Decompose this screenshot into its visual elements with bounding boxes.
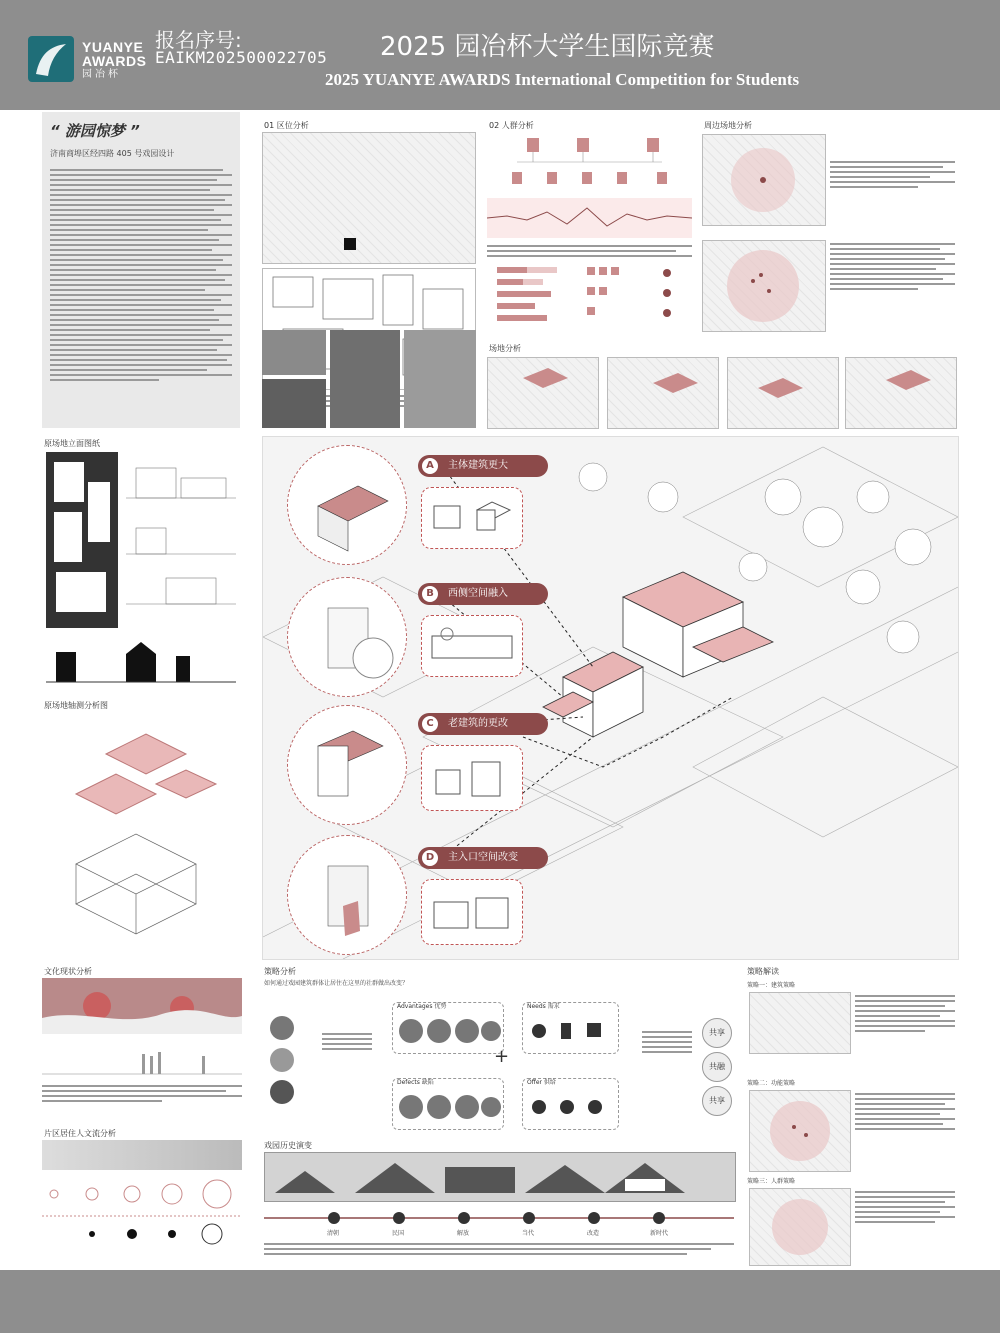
timeline-label-5: 改造 bbox=[587, 1230, 600, 1237]
strategy-3-text bbox=[855, 1188, 955, 1226]
site-map bbox=[262, 132, 476, 264]
offer-box bbox=[522, 1078, 619, 1130]
intro-body-text bbox=[50, 166, 232, 384]
strategy-right-text bbox=[642, 1028, 692, 1056]
callout-a-label: 主体建筑更大 bbox=[448, 460, 508, 471]
strategy-1-label: 策略一：建筑策略 bbox=[747, 982, 796, 989]
detail-bubble-d bbox=[287, 835, 407, 955]
needs-label: Needs 需求 bbox=[527, 1003, 560, 1010]
callout-d-sketch bbox=[421, 879, 523, 945]
callout-c-letter: C bbox=[422, 716, 438, 732]
defects-label: Defects 缺陷 bbox=[397, 1079, 434, 1086]
callout-d bbox=[418, 847, 548, 869]
culture-title: 文化现状分析 bbox=[44, 967, 92, 976]
callout-a bbox=[418, 455, 548, 477]
logo-text bbox=[82, 40, 146, 82]
callout-d-letter: D bbox=[422, 850, 438, 866]
strategy-question: 如何通过戏园建筑群体让居住在这里的社群做出改变？ bbox=[264, 980, 409, 987]
callout-b bbox=[418, 583, 548, 605]
strategy-title: 策略分析 bbox=[264, 967, 296, 976]
location-photos bbox=[262, 330, 477, 430]
strategy-photo-1 bbox=[270, 1016, 294, 1040]
timeline-label-3: 解放 bbox=[457, 1230, 470, 1237]
crowd-legend bbox=[587, 263, 682, 333]
crowd-title: 02 人群分析 bbox=[489, 121, 534, 130]
callout-c-label: 老建筑的更改 bbox=[448, 718, 508, 729]
advantages-label: Advantages 优势 bbox=[397, 1003, 447, 1010]
site-axon-3 bbox=[727, 357, 839, 429]
culture-banner bbox=[42, 978, 242, 1034]
strategy-1-text bbox=[855, 992, 955, 1035]
detail-bubble-c bbox=[287, 705, 407, 825]
intro-panel bbox=[42, 112, 240, 428]
logo-line1: YUANYE bbox=[82, 39, 144, 55]
surround-title: 周边场地分析 bbox=[704, 121, 752, 130]
site-axon-4 bbox=[845, 357, 957, 429]
timeline-label-4: 当代 bbox=[522, 1230, 535, 1237]
crowd-text bbox=[487, 242, 692, 260]
timeline-label-2: 民国 bbox=[392, 1230, 405, 1237]
elevation-title: 原场地立面图纸 bbox=[44, 439, 100, 448]
opera-history-panel bbox=[262, 1140, 737, 1266]
output-2: 共融 bbox=[702, 1052, 732, 1082]
defects-box bbox=[392, 1078, 504, 1130]
strategy-2-drawing bbox=[749, 1090, 851, 1172]
callout-a-sketch bbox=[421, 487, 523, 549]
timeline-label-6: 新时代 bbox=[650, 1230, 669, 1237]
strategy-photo-3 bbox=[270, 1080, 294, 1104]
photo-2 bbox=[330, 330, 400, 428]
strategy-photo-2 bbox=[270, 1048, 294, 1072]
strategy-detail-panel bbox=[745, 966, 957, 1266]
surround-text-1 bbox=[830, 158, 955, 191]
callout-a-letter: A bbox=[422, 458, 438, 474]
offer-label: Offer 供给 bbox=[527, 1079, 556, 1086]
strategy-2-text bbox=[855, 1090, 955, 1133]
timeline bbox=[264, 1208, 734, 1228]
strategy-panel bbox=[262, 966, 737, 1136]
registration-label: 报名序号: bbox=[155, 28, 242, 52]
axon-exploded-drawing bbox=[46, 714, 236, 954]
output-1: 共享 bbox=[702, 1018, 732, 1048]
site-marker bbox=[344, 238, 356, 250]
site-axon-1 bbox=[487, 357, 599, 429]
intro-subtitle: 济南商埠区经四路 405 号戏园设计 bbox=[50, 149, 175, 158]
photo-4 bbox=[262, 379, 326, 428]
surround-map-2 bbox=[702, 240, 826, 332]
strategy-3-label: 策略三：人群策略 bbox=[747, 1178, 796, 1185]
surround-text-2 bbox=[830, 240, 955, 293]
needs-box bbox=[522, 1002, 619, 1054]
culture-text bbox=[42, 1082, 242, 1105]
culture-panel bbox=[42, 966, 242, 1126]
culture-figures bbox=[42, 1036, 242, 1076]
crowd-tree-diagram bbox=[507, 138, 677, 188]
callout-c bbox=[418, 713, 548, 735]
elevation-lines bbox=[126, 458, 236, 632]
crowd-panel bbox=[487, 118, 692, 343]
site-axon-2 bbox=[607, 357, 719, 429]
surround-map-1 bbox=[702, 134, 826, 226]
opera-history-text bbox=[264, 1240, 734, 1258]
timeline-label-1: 清朝 bbox=[327, 1230, 340, 1237]
strategy-detail-title: 策略解读 bbox=[747, 967, 779, 976]
strategy-3-drawing bbox=[749, 1188, 851, 1266]
yuanye-logo-icon bbox=[28, 36, 74, 82]
logo-line3: 园冶杯 bbox=[82, 69, 121, 80]
flow-panel bbox=[42, 1128, 242, 1266]
logo-line2: AWARDS bbox=[82, 53, 147, 69]
flow-title: 片区居住人文流分析 bbox=[44, 1129, 116, 1138]
callout-d-label: 主入口空间改变 bbox=[448, 852, 518, 863]
site-title: 场地分析 bbox=[489, 344, 521, 353]
page-title-cn: 2025 园冶杯大学生国际竞赛 bbox=[380, 32, 715, 62]
footer-bar bbox=[0, 1270, 1000, 1333]
crowd-bar-chart bbox=[497, 263, 567, 333]
surround-panel bbox=[702, 118, 957, 333]
section-drawing bbox=[46, 634, 236, 694]
axon-panel bbox=[42, 700, 240, 958]
page-title-en: 2025 YUANYE AWARDS International Competition for Students bbox=[325, 70, 800, 89]
photo-1 bbox=[262, 330, 326, 375]
opera-history-title: 戏园历史演变 bbox=[264, 1141, 312, 1150]
callout-c-sketch bbox=[421, 745, 523, 811]
strategy-left-text bbox=[322, 1030, 372, 1053]
callout-b-sketch bbox=[421, 615, 523, 677]
flow-circles bbox=[42, 1174, 242, 1264]
photo-3 bbox=[404, 330, 476, 428]
strategy-1-drawing bbox=[749, 992, 851, 1054]
flow-bar bbox=[42, 1140, 242, 1170]
plus-sign: + bbox=[494, 1046, 510, 1067]
callout-b-letter: B bbox=[422, 586, 438, 602]
detail-bubble-b bbox=[287, 577, 407, 697]
advantages-box bbox=[392, 1002, 504, 1054]
main-axon-drawing bbox=[262, 436, 959, 960]
location-title: 01 区位分析 bbox=[264, 121, 309, 130]
opera-strip bbox=[264, 1152, 736, 1202]
strategy-2-label: 策略二：功能策略 bbox=[747, 1080, 796, 1087]
elevation-panel bbox=[42, 438, 240, 698]
plan-drawing bbox=[46, 452, 118, 628]
detail-bubble-a bbox=[287, 445, 407, 565]
axon-title: 原场地轴测分析图 bbox=[44, 701, 108, 710]
callout-b-label: 西侧空间融入 bbox=[448, 588, 508, 599]
site-analysis-panel bbox=[487, 345, 957, 430]
output-3: 共享 bbox=[702, 1086, 732, 1116]
crowd-wave-chart bbox=[487, 198, 692, 238]
registration-number: EAIKM202500022705 bbox=[155, 48, 328, 67]
intro-title: “ 游园惊梦 ” bbox=[50, 122, 140, 140]
